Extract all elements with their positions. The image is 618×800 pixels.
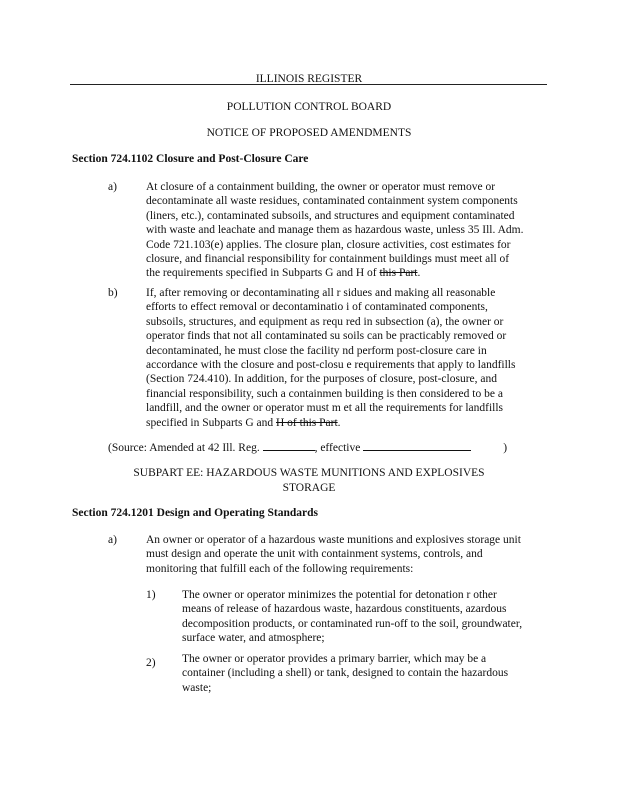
struck-text: this Part [379,267,418,280]
subsection-a-label: a) [108,534,117,546]
source-prefix: (Source: Amended at 42 Ill. Reg. [108,442,263,454]
item-2-label: 2) [146,657,156,669]
text-line: Code 721.103(e) applies. The closure plan, closure activities, cost estimates for [146,238,511,251]
text-line: (Section 724.410). In addition, for the purposes of closure, post-closure, and [146,373,497,386]
text-line: accordance with the closure and post-closu e requirements that apply to landfills [146,359,516,372]
board-title: POLLUTION CONTROL BOARD [226,101,392,113]
text-line: subsoils, structures, and equipment as requ red in subsection (a), the owner or [146,315,504,328]
text-line [146,416,515,430]
text-line: At closure of a containment building, the owner or operator must remove or [146,181,496,193]
text-fragment: specified in Subparts G and [146,416,276,429]
source-note [108,440,507,455]
text-line: means of release of hazardous waste, hazardous constituents, azardous [182,603,507,616]
register-title: ILLINOIS REGISTER [255,73,363,85]
text-line: must design and operate the unit with containment systems, controls, and [146,548,483,561]
text-line [146,266,523,280]
text-fragment: . [337,416,341,429]
subsection-a-label: a) [108,181,117,193]
subsection-b-text [146,286,515,430]
text-line: (liners, etc.), contaminated subsoils, and structures and equipment contaminated [146,209,515,222]
blank-line [263,440,315,451]
text-line: container (including a shell) or tank, designed to contain the hazardous [182,667,509,680]
text-line: closure, and financial responsibility for containment buildings must meet all of [146,253,510,266]
text-line: landfill, and the owner or operator must m et all the requirements for landfills [146,402,504,415]
text-line: If, after removing or decontaminating all r sidues and making all reasonable [146,287,496,299]
subpart-title: SUBPART EE: HAZARDOUS WASTE MUNITIONS AND EXPLOSIVES [133,467,485,479]
text-fragment: . [417,267,421,280]
text-line: operator finds that not all contaminated su soils can be practicably removed or [146,330,507,343]
text-line: surface water, and atmosphere; [182,632,325,645]
text-line: waste; [182,681,212,694]
text-line: with waste and leachate and manage them as hazardous waste, unless 35 Ill. Adm. [146,224,524,237]
source-suffix: ) [503,442,508,454]
subsection-a-text [146,180,523,281]
notice-title: NOTICE OF PROPOSED AMENDMENTS [206,127,412,139]
text-line: decontaminate all waste residues, contaminated containment system components [146,195,518,208]
text-line: monitoring that fulfill each of the following requirements: [146,562,414,575]
item-1-text [182,588,522,646]
subsection-b-label: b) [108,287,118,299]
text-line: decontaminated, he must close the facility nd perform post-closure care in [146,344,487,357]
struck-text: H of this Part [276,416,338,429]
section-724-1102-heading: Section 724.1102 Closure and Post-Closure Care [72,153,309,165]
text-line: An owner or operator of a hazardous waste munitions and explosives storage unit [146,534,521,546]
text-fragment: the requirements specified in Subparts G and H of [146,267,380,280]
section-724-1201-heading: Section 724.1201 Design and Operating Standards [72,507,319,519]
source-mid: , effective [314,442,364,454]
text-line: decomposition products, or contaminated run-off to the soil, groundwater, [182,617,523,630]
subpart-title-cont: STORAGE [282,482,336,494]
blank-line [363,440,471,451]
text-line: The owner or operator provides a primary barrier, which may be a [182,653,487,665]
text-line: efforts to effect removal or decontaminatio i of contaminated components, [146,301,488,314]
item-1-label: 1) [146,589,156,601]
text-line: financial responsibility, such a containmen building is then considered to be a [146,387,503,400]
item-2-text [182,652,508,695]
subsection-a-text [146,533,521,576]
text-line: The owner or operator minimizes the potential for detonation r other [182,589,497,601]
